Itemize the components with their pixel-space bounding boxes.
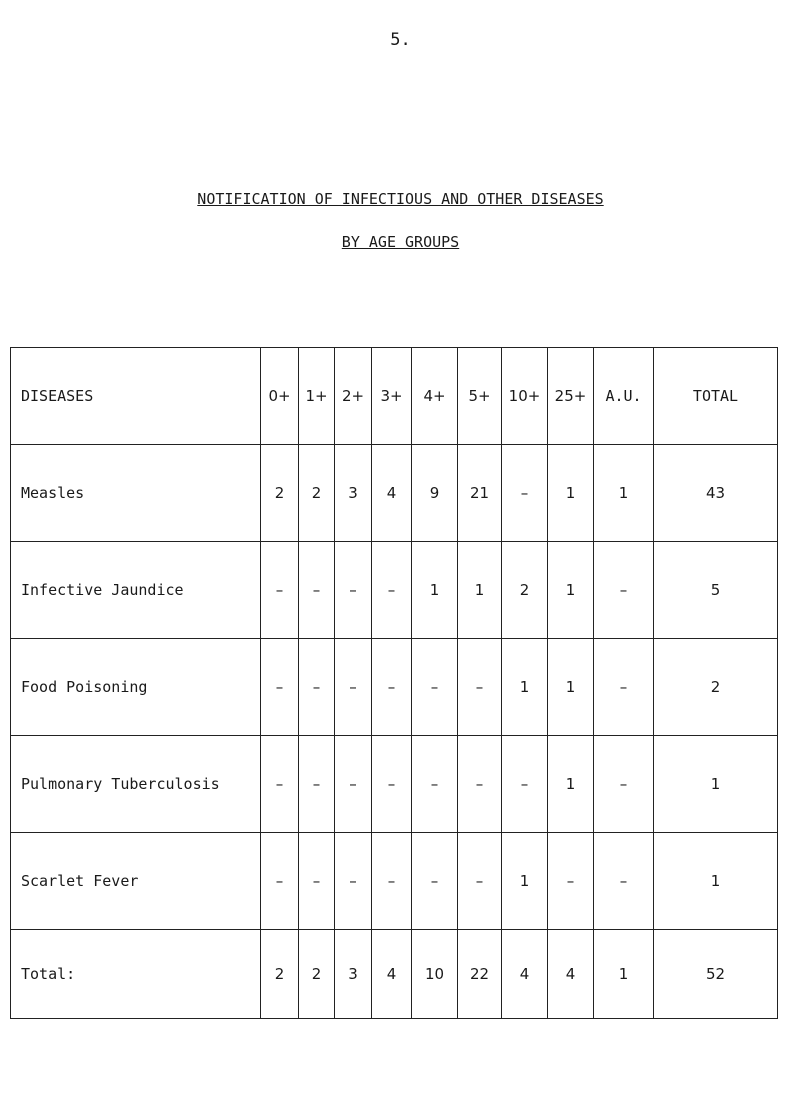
table-cell: – xyxy=(412,833,458,930)
table-cell: – xyxy=(458,833,502,930)
column-header-diseases: DISEASES xyxy=(11,348,261,445)
table-cell: – xyxy=(299,639,335,736)
page-number: 5. xyxy=(390,30,411,50)
total-cell: 2 xyxy=(261,930,299,1019)
table-cell: 2 xyxy=(502,542,548,639)
table-cell: – xyxy=(335,639,372,736)
table-cell: 21 xyxy=(458,445,502,542)
table-row xyxy=(11,833,778,930)
table-cell: – xyxy=(502,736,548,833)
table-cell: 1 xyxy=(502,833,548,930)
table-cell: – xyxy=(412,639,458,736)
table-cell: 1 xyxy=(594,445,654,542)
header-row xyxy=(11,348,778,445)
table-cell: 1 xyxy=(548,542,594,639)
table-cell: – xyxy=(261,542,299,639)
table-cell: – xyxy=(372,833,412,930)
disease-name: Infective Jaundice xyxy=(11,542,261,639)
table-row xyxy=(11,736,778,833)
row-total: 1 xyxy=(654,833,778,930)
total-cell: 4 xyxy=(502,930,548,1019)
table-cell: – xyxy=(594,639,654,736)
table-cell: – xyxy=(261,736,299,833)
column-header-age: 25+ xyxy=(548,348,594,445)
total-row xyxy=(11,930,778,1019)
total-cell: 10 xyxy=(412,930,458,1019)
table-cell: – xyxy=(594,542,654,639)
row-total: 1 xyxy=(654,736,778,833)
total-cell: 4 xyxy=(548,930,594,1019)
total-cell: 3 xyxy=(335,930,372,1019)
row-total: 5 xyxy=(654,542,778,639)
total-cell: 22 xyxy=(458,930,502,1019)
table-cell: 2 xyxy=(299,445,335,542)
table-cell: – xyxy=(335,736,372,833)
table-cell: – xyxy=(594,833,654,930)
table-cell: – xyxy=(299,833,335,930)
table-cell: – xyxy=(594,736,654,833)
column-header-age: 3+ xyxy=(372,348,412,445)
table-cell: 1 xyxy=(502,639,548,736)
table-cell: 1 xyxy=(412,542,458,639)
column-header-age: 4+ xyxy=(412,348,458,445)
document-title: NOTIFICATION OF INFECTIOUS AND OTHER DISEASES xyxy=(197,190,604,208)
notification-table xyxy=(10,347,778,1019)
disease-name: Food Poisoning xyxy=(11,639,261,736)
row-total: 2 xyxy=(654,639,778,736)
document-subtitle: BY AGE GROUPS xyxy=(341,233,460,251)
table-cell: 1 xyxy=(548,639,594,736)
table-cell: 1 xyxy=(458,542,502,639)
column-header-age: 10+ xyxy=(502,348,548,445)
table-row xyxy=(11,542,778,639)
table-row xyxy=(11,639,778,736)
table-cell: 9 xyxy=(412,445,458,542)
table-cell: – xyxy=(412,736,458,833)
table-cell: 1 xyxy=(548,445,594,542)
table-cell: – xyxy=(502,445,548,542)
disease-name: Scarlet Fever xyxy=(11,833,261,930)
table-cell: – xyxy=(372,639,412,736)
table-cell: 4 xyxy=(372,445,412,542)
table-cell: – xyxy=(299,736,335,833)
column-header-age-unknown: A.U. xyxy=(594,348,654,445)
total-cell: 4 xyxy=(372,930,412,1019)
table-cell: – xyxy=(335,833,372,930)
disease-name: Measles xyxy=(11,445,261,542)
disease-name: Pulmonary Tuberculosis xyxy=(11,736,261,833)
total-cell: 2 xyxy=(299,930,335,1019)
table-cell: – xyxy=(299,542,335,639)
table-cell: 3 xyxy=(335,445,372,542)
table-cell: – xyxy=(458,639,502,736)
table-row xyxy=(11,445,778,542)
table-cell: – xyxy=(372,542,412,639)
table-cell: – xyxy=(458,736,502,833)
table-cell: – xyxy=(261,833,299,930)
table-cell: 2 xyxy=(261,445,299,542)
column-header-age: 1+ xyxy=(299,348,335,445)
total-cell: 1 xyxy=(594,930,654,1019)
column-header-total: TOTAL xyxy=(654,348,778,445)
column-header-age: 0+ xyxy=(261,348,299,445)
column-header-age: 2+ xyxy=(335,348,372,445)
table-cell: 1 xyxy=(548,736,594,833)
table-cell: – xyxy=(548,833,594,930)
table-cell: – xyxy=(372,736,412,833)
grand-total: 52 xyxy=(654,930,778,1019)
row-total: 43 xyxy=(654,445,778,542)
table-cell: – xyxy=(335,542,372,639)
column-header-age: 5+ xyxy=(458,348,502,445)
total-label: Total: xyxy=(11,930,261,1019)
table-cell: – xyxy=(261,639,299,736)
